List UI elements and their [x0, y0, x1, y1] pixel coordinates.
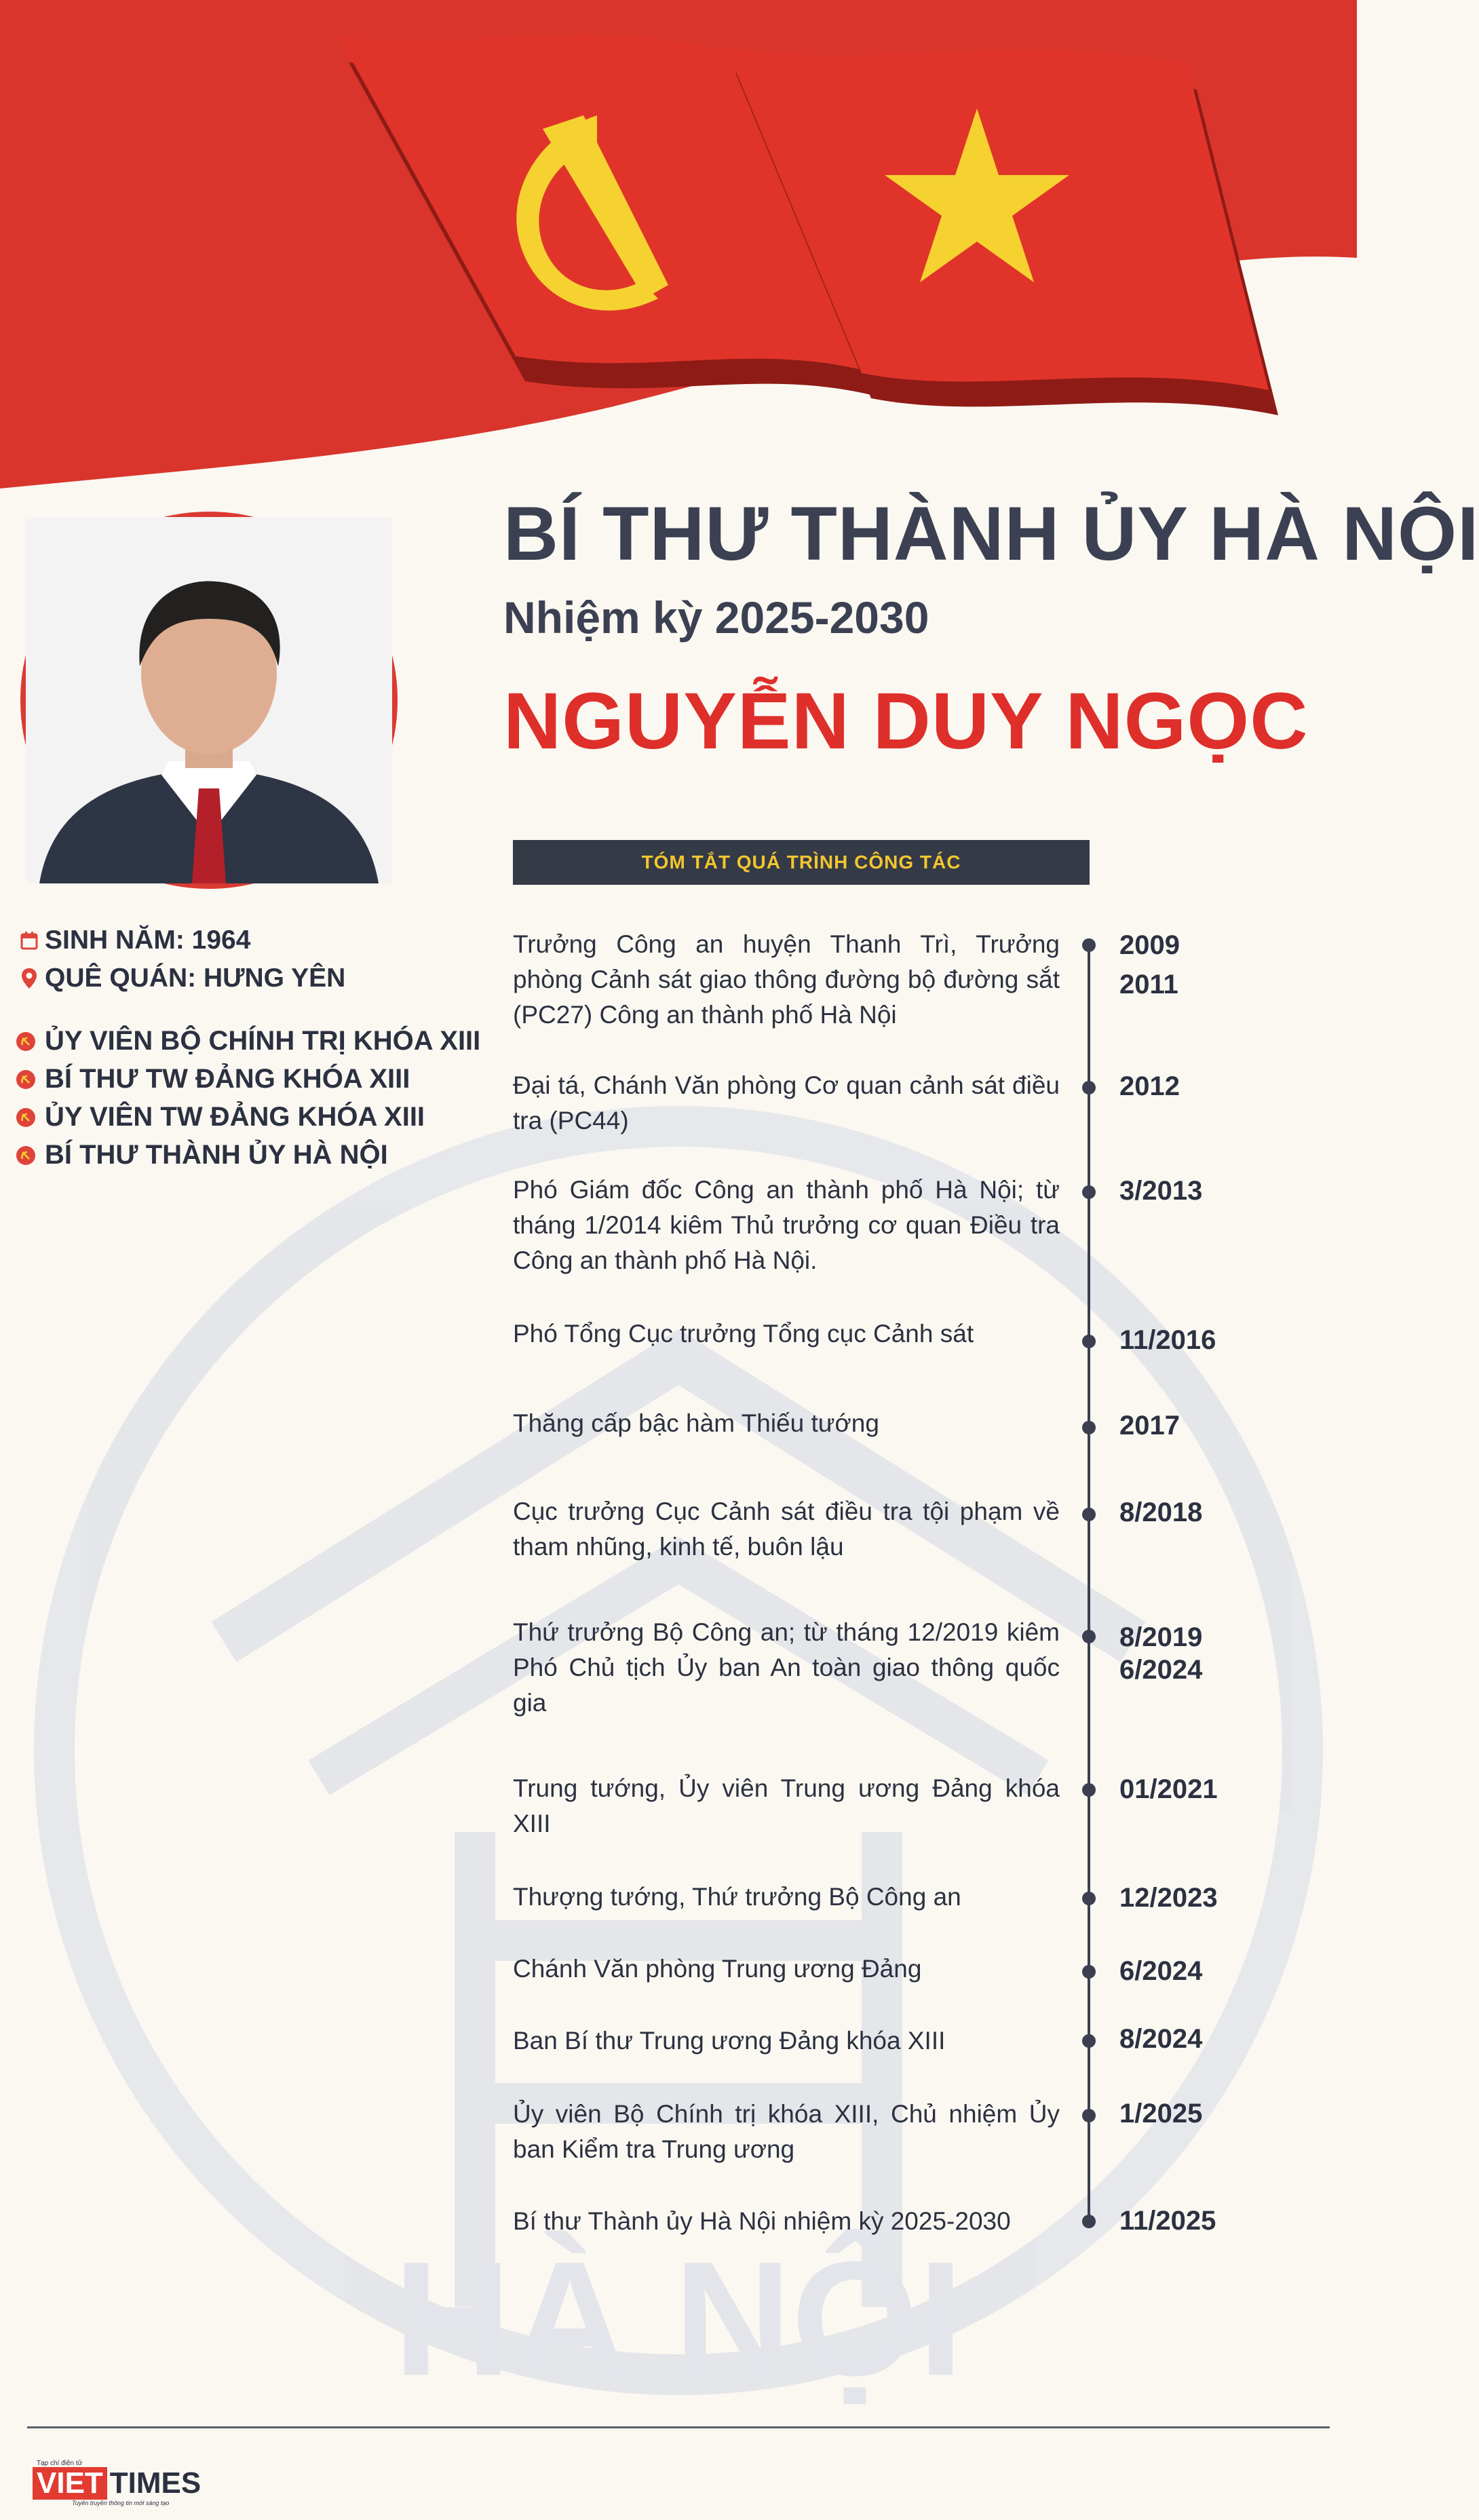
- hammer-sickle-bullet-icon: [16, 1070, 35, 1089]
- term-subtitle: Nhiệm kỳ 2025-2030: [503, 592, 929, 643]
- calendar-icon: [19, 929, 39, 952]
- timeline-date: 3/2013: [1119, 1176, 1203, 1206]
- timeline-entry-text: Chánh Văn phòng Trung ương Đảng: [513, 1955, 922, 1983]
- timeline-date: 2009: [1119, 930, 1180, 960]
- footer-divider: [27, 2426, 1330, 2428]
- viettimes-logo[interactable]: [33, 2460, 201, 2507]
- logo-wordmark: [33, 2466, 201, 2500]
- location-pin-icon: [19, 967, 39, 990]
- title-item-label: BÍ THƯ THÀNH ỦY HÀ NỘI: [45, 1140, 388, 1170]
- title-item-label: ỦY VIÊN TW ĐẢNG KHÓA XIII: [45, 1102, 425, 1132]
- timeline-date-end: 2011: [1119, 970, 1178, 999]
- title-item: [16, 1026, 480, 1056]
- timeline-dot: [1082, 2109, 1096, 2122]
- timeline-dot: [1082, 1508, 1096, 1521]
- timeline-date: 8/2024: [1119, 2024, 1203, 2054]
- title-item: [16, 1102, 425, 1132]
- timeline-dot: [1082, 2215, 1096, 2228]
- page-title: BÍ THƯ THÀNH ỦY HÀ NỘI: [503, 491, 1479, 576]
- portrait-photo: [20, 512, 398, 889]
- birth-year: SINH NĂM: 1964: [45, 925, 251, 955]
- timeline-entry-text: Phó Giám đốc Công an thành phố Hà Nội; từ tháng 1/2014 kiêm Thủ trưởng cơ quan Điều tra Công an thành phố Hà Nội.: [513, 1176, 1060, 1274]
- logo-tagline-top: Tạp chí điện tử: [37, 2460, 83, 2467]
- timeline-date: 8/2019: [1119, 1622, 1203, 1652]
- timeline-entry-text: Trung tướng, Ủy viên Trung ương Đảng khóa XIII: [513, 1774, 1060, 1837]
- timeline-dot: [1082, 2034, 1096, 2048]
- hanoi-emblem-watermark: [54, 1126, 1303, 2375]
- timeline-dot: [1082, 1421, 1096, 1434]
- timeline-date: 2017: [1119, 1411, 1180, 1440]
- title-item-label: ỦY VIÊN BỘ CHÍNH TRỊ KHÓA XIII: [45, 1026, 481, 1056]
- logo-viet: VIET: [33, 2467, 107, 2500]
- birth-year-row: [19, 925, 250, 955]
- summary-banner: TÓM TẮT QUÁ TRÌNH CÔNG TÁC: [513, 840, 1090, 885]
- timeline-dot: [1082, 1081, 1096, 1094]
- timeline-entry-text: Thứ trưởng Bộ Công an; từ tháng 12/2019 kiêm Phó Chủ tịch Ủy ban An toàn giao thông quốc gia: [513, 1618, 1060, 1717]
- timeline-entry-text: Cục trưởng Cục Cảnh sát điều tra tội phạm về tham nhũng, kinh tế, buôn lậu: [513, 1497, 1060, 1561]
- timeline-dot: [1082, 1965, 1096, 1979]
- timeline-date: 6/2024: [1119, 1956, 1203, 1986]
- timeline-entry-text: Ủy viên Bộ Chính trị khóa XIII, Chủ nhiệm Ủy ban Kiểm tra Trung ương: [513, 2100, 1060, 2163]
- hammer-sickle-bullet-icon: [16, 1146, 35, 1165]
- timeline-line: [1088, 943, 1090, 2226]
- hammer-sickle-bullet-icon: [16, 1108, 35, 1127]
- timeline-entry-text: Trưởng Công an huyện Thanh Trì, Trưởng phòng Cảnh sát giao thông đường bộ đường sắt (PC27) Công an thành phố Hà Nội: [513, 930, 1060, 1029]
- logo-tagline-bottom: Tuyên truyền thông tin mới sáng tạo: [72, 2500, 170, 2506]
- timeline-dot: [1082, 1335, 1096, 1348]
- timeline-date: 11/2025: [1119, 2206, 1216, 2236]
- hometown: QUÊ QUÁN: HƯNG YÊN: [45, 963, 346, 993]
- timeline-dot: [1082, 938, 1096, 952]
- hammer-sickle-bullet-icon: [16, 1032, 35, 1051]
- timeline-date: 01/2021: [1119, 1774, 1218, 1804]
- timeline-dot: [1082, 1783, 1096, 1797]
- timeline-entry-text: Ban Bí thư Trung ương Đảng khóa XIII: [513, 2027, 946, 2055]
- timeline-entry-text: Thăng cấp bậc hàm Thiếu tướng: [513, 1409, 879, 1437]
- hanoi-watermark-text: HÀ NỘI: [393, 2228, 963, 2409]
- title-item: [16, 1064, 410, 1094]
- logo-times: TIMES: [109, 2466, 201, 2500]
- timeline-entry-text: Thượng tướng, Thứ trưởng Bộ Công an: [513, 1883, 961, 1911]
- hometown-row: [19, 963, 345, 993]
- title-item: [16, 1140, 388, 1170]
- timeline-date: 12/2023: [1119, 1883, 1218, 1913]
- person-name: NGUYỄN DUY NGỌC: [503, 676, 1309, 766]
- timeline-date-end: 6/2024: [1119, 1655, 1203, 1685]
- timeline-dot: [1082, 1892, 1096, 1905]
- timeline-dot: [1082, 1630, 1096, 1643]
- timeline-date: 1/2025: [1119, 2099, 1203, 2128]
- timeline-date: 8/2018: [1119, 1497, 1203, 1527]
- timeline-dot: [1082, 1185, 1096, 1199]
- timeline-entry-text: Bí thư Thành ủy Hà Nội nhiệm kỳ 2025-2030: [513, 2207, 1011, 2235]
- timeline-entry-text: Phó Tổng Cục trưởng Tổng cục Cảnh sát: [513, 1320, 974, 1348]
- title-item-label: BÍ THƯ TW ĐẢNG KHÓA XIII: [45, 1064, 410, 1094]
- timeline-date: 2012: [1119, 1071, 1180, 1101]
- timeline-date: 11/2016: [1119, 1325, 1216, 1355]
- timeline-entry-text: Đại tá, Chánh Văn phòng Cơ quan cảnh sát điều tra (PC44): [513, 1071, 1060, 1134]
